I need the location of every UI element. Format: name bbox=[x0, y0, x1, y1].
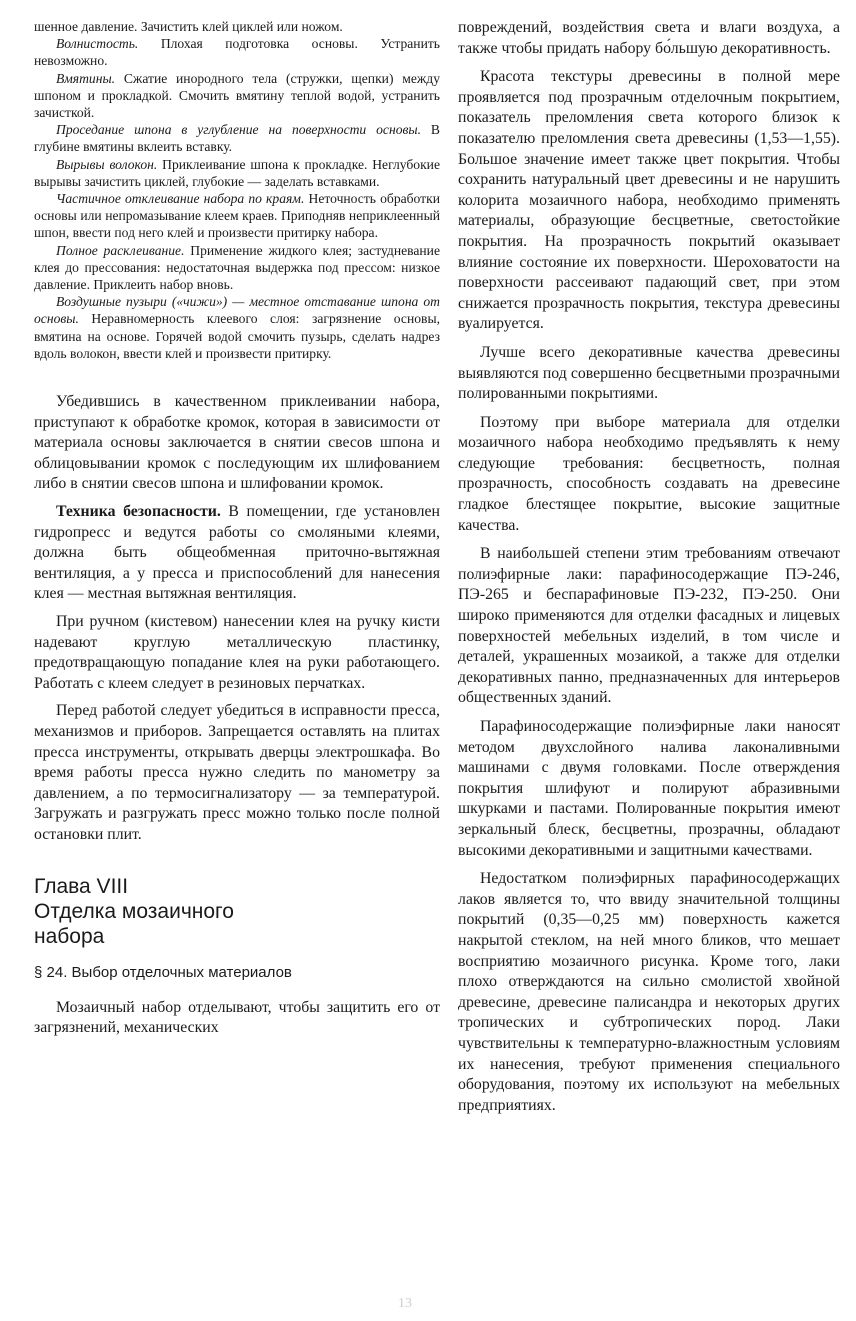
paragraph: Поэтому при выборе материала для отделки мозаичного набора необходимо предъявлять к нему следующие требования: бесцветность, полная прозрачность, способность создавать на древесине гладкое блестящее покрытие, высокие защитные качества. bbox=[458, 413, 840, 534]
defect-term: Проседание шпона в углубление на поверхности основы. bbox=[56, 122, 422, 138]
defect-term: Полное расклеивание. bbox=[56, 242, 185, 258]
right-column bbox=[458, 18, 840, 1124]
defect-item: Проседание шпона в углубление на поверхности основы. В глубине вмятины вклеить вставку. bbox=[34, 122, 440, 155]
paragraph: Недостатком полиэфирных парафиносодержащих лаков является то, что ввиду значительной толщины покрытий (0,35—0,25 мм) поверхность кажется накрытой стеклом, на ней много бликов, что мешает восприятию мозаичного рисунка. Кроме того, лаки плохо отверждаются на сильно смолистой хвойной древесине, древесине палисандра и некоторых других тропических и субтропических пород. Лаки чувствительны к температурно-влажностным условиям их нанесения, требуют применения специального оборудования, поэтому их используют на мебельных предприятиях. bbox=[458, 870, 840, 1114]
left-body-text bbox=[34, 392, 440, 845]
defect-term: Вырывы волокон. bbox=[56, 156, 158, 172]
chapter-title-line: Отделка мозаичного bbox=[34, 899, 234, 923]
defect-item: Частичное отклеивание набора по краям. Неточность обработки основы или непромазывание клеем краев. Приподняв неприклеенный шпон, ввести под него клей и произвести притирку набора. bbox=[34, 191, 440, 241]
paragraph: Перед работой следует убедиться в исправности пресса, механизмов и приборов. Запрещается оставлять на плитах пресса инструменты, открывать дверцы электрошкафа. Во время работы пресса нужно следить по манометру за давлением, а по термосигнализатору — за температурой. Загружать и разгружать пресс можно только после полной остановки плит. bbox=[34, 702, 440, 843]
defect-term: Частичное отклеивание набора по краям. bbox=[56, 191, 305, 207]
paragraph: Парафиносодержащие полиэфирные лаки наносят методом двухслойного налива лаконаливными машинами с двумя головками. После отверждения покрытия шлифуют и полируют абразивными шкурками и пастами. Полированные покрытия имеют зеркальный блеск, бесцветны, прозрачны, обладают высокими декоративными и защитными качествами. bbox=[458, 718, 840, 859]
section-body-text bbox=[34, 998, 440, 1039]
paragraph: повреждений, воздействия света и влаги воздуха, а также чтобы придать набору бо́льшую декоративность. bbox=[458, 19, 840, 57]
defects-list bbox=[34, 18, 440, 362]
defect-item: Полное расклеивание. Применение жидкого клея; застудневание клея до прессования: недостаточная выдержка под прессом: низкое давление. Приклеить набор вновь. bbox=[34, 242, 440, 293]
paragraph: В наибольшей степени этим требованиям отвечают полиэфирные лаки: парафиносодержащие ПЭ-246, ПЭ-265 и беспарафиновые ПЭ-232, ПЭ-250. Они широко применяются для отделки фасадных и лицевых поверхностей мебельных изделий, в том числе и деталей, украшенных мозаикой, а также для отделки декоративных панно, предназначенных для интерьеров общественных зданий. bbox=[458, 545, 840, 707]
paragraph: Лучше всего декоративные качества древесины выявляются под совершенно бесцветными прозрачными полированными покрытиями. bbox=[458, 343, 840, 403]
section-heading: § 24. Выбор отделочных материалов bbox=[34, 963, 292, 981]
defect-item: Волнистость. Плохая подготовка основы. Устранить невозможно. bbox=[34, 36, 440, 69]
left-column bbox=[34, 18, 440, 1039]
paragraph: Убедившись в качественном приклеивании набора, приступают к обработке кромок, которая в зависимости от материала основы заключается в снятии свесов шпона и облицовывании кромок с последующим их шлифованием либо в снятии свесов шпона и шлифовании кромок. bbox=[34, 393, 440, 493]
paragraph: Красота текстуры древесины в полной мере проявляется под прозрачным отделочным покрытием, показатель преломления света которого близок к показателю преломления света древесины (1,53—1,55). Большое значение имеет также цвет покрытия. Чтобы сохранить натуральный цвет древесины и не нарушить колорита мозаичного набора, необходимо применять материалы, образующие бесцветные, светостойкие покрытия. На прозрачность покрытий оказывает влияние состояние их поверхности. Шероховатости на поверхности рассеивают падающий свет, при этом снижается прозрачность покрытия, текстура древесины вуалируется. bbox=[458, 68, 840, 333]
defect-item: Вырывы волокон. Приклеивание шпона к прокладке. Неглубокие вырывы зачистить циклей, глубокие — заделать вставками. bbox=[34, 156, 440, 189]
paragraph: При ручном (кистевом) нанесении клея на ручку кисти надевают круглую металлическую пластинку, предотвращающую попадание клея на руки работающего. Работать с клеем следует в резиновых перчатках. bbox=[34, 613, 440, 692]
defect-term: Воздушные пузыри («чижи») — местное отставание шпона от основы. bbox=[34, 294, 440, 327]
defect-item: Вмятины. Сжатие инородного тела (стружки, щепки) между шпоном и прокладкой. Смочить вмятину теплой водой, устранить зачисткой. bbox=[34, 70, 440, 121]
paragraph: Техника безопасности. В помещении, где установлен гидропресс и ведутся работы со смоляными клеями, должна быть общеобменная приточно-вытяжная вентиляция, а у пресса и приспособлений для нанесения клея — местная вытяжная вентиляция. bbox=[34, 503, 440, 603]
page-number: 13 bbox=[398, 1296, 412, 1311]
chapter-title-line: набора bbox=[34, 924, 105, 948]
defect-item: шенное давление. Зачистить клей циклей или ножом. bbox=[34, 19, 343, 34]
defect-item: Воздушные пузыри («чижи») — местное отставание шпона от основы. Неравномерность клеевого слоя: загрязнение основы, вмятина на основе. Горячей водой смочить пузырь, сделать надрез вдоль волокон, ввести клей и произвести притирку. bbox=[34, 294, 440, 361]
defect-term: Вмятины. bbox=[56, 70, 116, 86]
safety-heading: Техника безопасности. bbox=[56, 503, 221, 521]
defect-term: Волнистость. bbox=[56, 36, 139, 52]
right-body-text bbox=[458, 18, 840, 1116]
chapter-heading bbox=[34, 874, 440, 949]
chapter-number: Глава VIII bbox=[34, 874, 129, 898]
paragraph: Мозаичный набор отделывают, чтобы защитить его от загрязнений, механических bbox=[34, 998, 440, 1037]
